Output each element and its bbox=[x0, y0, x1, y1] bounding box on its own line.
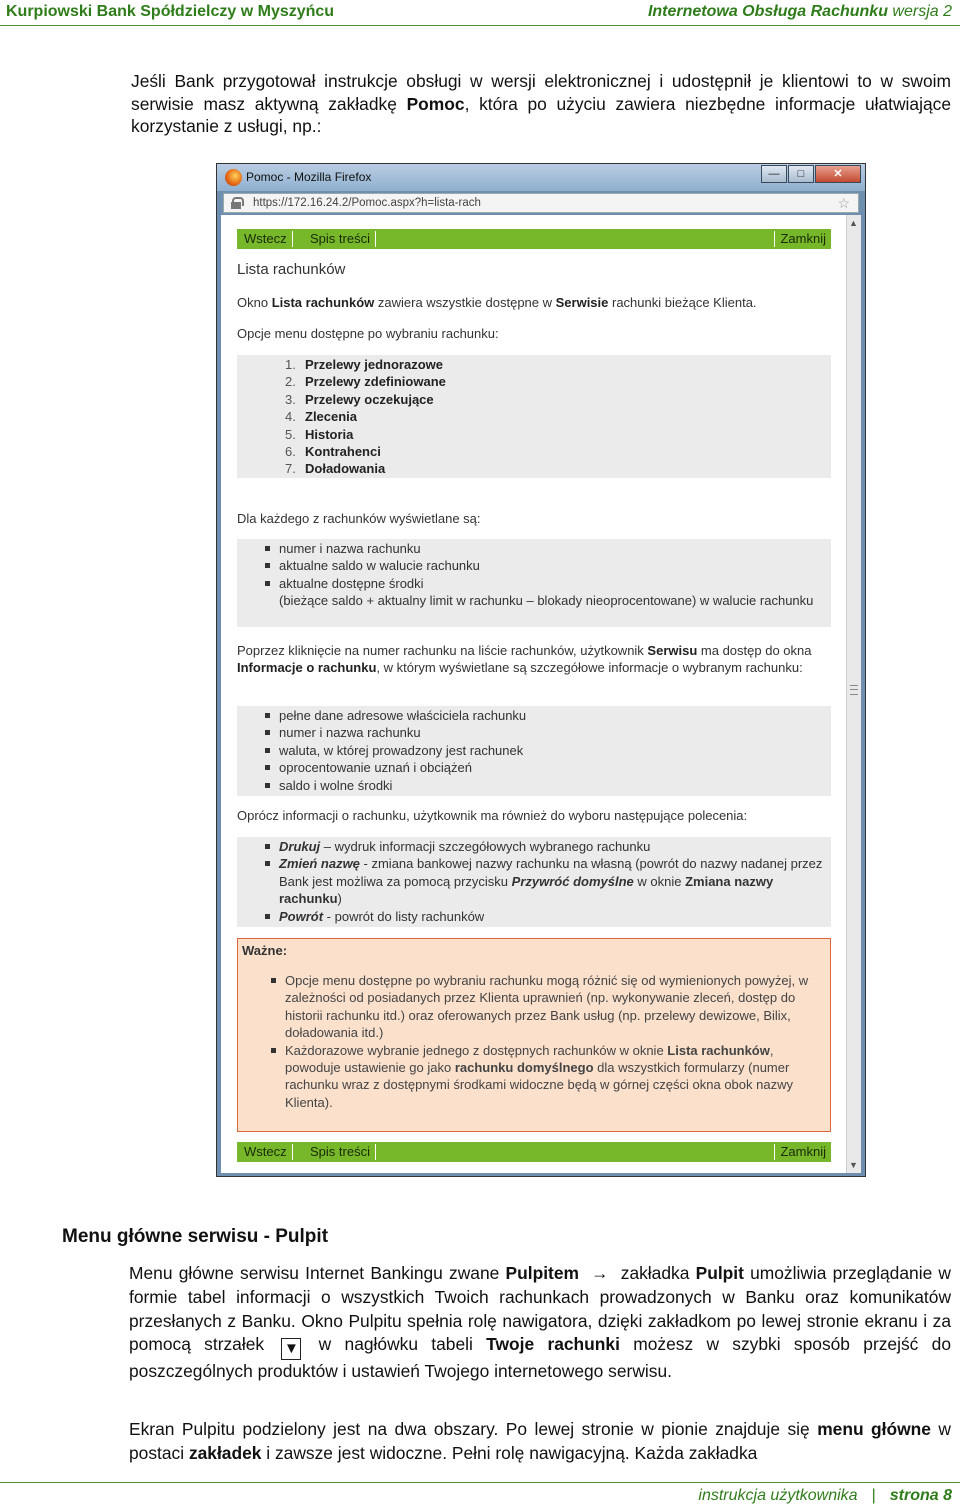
text: zawiera wszystkie dostępne w bbox=[374, 295, 556, 310]
item-number: 7. bbox=[285, 461, 296, 477]
list-item: waluta, w której prowadzony jest rachunek bbox=[265, 742, 825, 759]
list-item bbox=[285, 460, 446, 477]
list-item: aktualne dostępne środki bbox=[265, 575, 825, 592]
item-number: 6. bbox=[285, 444, 296, 460]
item-label: Historia bbox=[305, 426, 354, 442]
text-bold: Twoje rachunki bbox=[486, 1334, 620, 1355]
section-heading: Menu główne serwisu - Pulpit bbox=[62, 1226, 329, 1247]
list-item: oprocentowanie uznań i obciążeń bbox=[265, 759, 825, 776]
text: rachunki bieżące Klienta. bbox=[608, 295, 757, 310]
maximize-button[interactable]: □ bbox=[788, 165, 814, 183]
warning-heading: Ważne: bbox=[242, 943, 288, 958]
list-item bbox=[285, 443, 446, 460]
page-number: 8 bbox=[943, 1487, 952, 1504]
text: - zmiana bankowej nazwy rachunku na własną (powrót do nazwy nadanej przez Bank jest możliwa za pomocą przycisku bbox=[279, 856, 823, 889]
arrow-right-icon: → bbox=[591, 1263, 609, 1283]
list-item bbox=[285, 356, 446, 373]
item-label: Przelewy oczekujące bbox=[305, 391, 434, 407]
url-text[interactable]: https://172.16.24.2/Pomoc.aspx?h=lista-rach bbox=[253, 197, 481, 209]
footer-divider bbox=[0, 1482, 960, 1483]
item-number: 3. bbox=[285, 391, 296, 407]
displayed-list bbox=[265, 540, 825, 610]
text-bold: Lista rachunków bbox=[667, 1042, 770, 1058]
text-bold: rachunku domyślnego bbox=[454, 1060, 594, 1076]
close-help-button[interactable]: Zamknij bbox=[774, 231, 831, 247]
browser-window bbox=[216, 163, 866, 1177]
help-intro-text bbox=[237, 295, 757, 310]
warning-box bbox=[237, 938, 831, 1132]
list-item: numer i nazwa rachunku bbox=[265, 540, 825, 557]
list-item: numer i nazwa rachunku bbox=[265, 724, 825, 741]
minimize-button[interactable]: — bbox=[761, 165, 787, 183]
commands-intro: Oprócz informacji o rachunku, użytkownik ma również do wyboru następujące polecenia: bbox=[237, 808, 748, 823]
text: Menu główne serwisu Internet Bankingu zwane bbox=[129, 1263, 506, 1283]
text-bold: Pulpitem bbox=[505, 1263, 579, 1283]
list-item bbox=[285, 408, 446, 425]
footer-label: instrukcja użytkownika bbox=[698, 1487, 858, 1504]
back-button[interactable]: Wstecz bbox=[239, 231, 293, 247]
firefox-icon bbox=[225, 169, 242, 186]
pomoc-tab-name: Pomoc bbox=[406, 93, 465, 114]
text: - powrót do listy rachunków bbox=[323, 908, 485, 924]
list-item: saldo i wolne środki bbox=[265, 777, 825, 794]
footer-separator: | bbox=[871, 1487, 876, 1504]
text: – wydruk informacji szczegółowych wybranego rachunku bbox=[320, 839, 651, 854]
text-bold: zakładek bbox=[188, 1442, 262, 1463]
list-item: aktualne saldo w walucie rachunku bbox=[265, 557, 825, 574]
bookmark-star-icon[interactable]: ☆ bbox=[837, 195, 850, 211]
close-window-button[interactable]: ✕ bbox=[815, 165, 861, 183]
item-number: 1. bbox=[285, 357, 296, 372]
doc-version: wersja 2 bbox=[892, 3, 952, 20]
window-titlebar bbox=[217, 164, 865, 191]
text: Każdorazowe wybranie jednego z dostępnych rachunków w oknie bbox=[285, 1042, 668, 1058]
item-number: 5. bbox=[285, 426, 296, 442]
displayed-intro: Dla każdego z rachunków wyświetlane są: bbox=[237, 511, 481, 526]
page-word: strona bbox=[889, 1487, 939, 1504]
intro-text-1: Jeśli Bank przygotował instrukcje obsługi w wersji elektronicznej i udostępnił je klientowi to w swoim serwisie masz aktywną zakładkę bbox=[131, 71, 951, 114]
text-bold: Przywróć domyślne bbox=[511, 873, 634, 889]
text-bold: Lista rachunków bbox=[271, 295, 375, 310]
section-paragraph-2 bbox=[129, 1418, 951, 1466]
text: ma dostęp do okna bbox=[697, 643, 812, 658]
command-name: Zmień nazwę bbox=[279, 856, 360, 872]
item-label: Kontrahenci bbox=[305, 444, 381, 460]
list-item bbox=[285, 426, 446, 443]
text: i zawsze jest widoczne. Pełni rolę nawigacyjną. Każda zakładka bbox=[261, 1442, 758, 1463]
click-info-text bbox=[237, 642, 817, 677]
text-bold: menu główne bbox=[817, 1419, 931, 1439]
document-title bbox=[648, 3, 952, 21]
list-item: Opcje menu dostępne po wybraniu rachunku mogą różnić się od wymienionych powyżej, w zależności od posiadanych przez Klienta uprawnień (np. wykonywanie zleceń, dostęp do historii rachunku itd.) oraz oferowanych przez Bank usług (np. przelewy dewizowe, Bilix, doładowania itd.) bbox=[271, 972, 827, 1042]
list-item bbox=[285, 391, 446, 408]
text-bold: Informacje o rachunku bbox=[237, 660, 377, 676]
text-bold: Pulpit bbox=[695, 1263, 744, 1283]
page-footer bbox=[698, 1487, 952, 1505]
toc-button[interactable]: Spis treści bbox=[305, 231, 376, 247]
list-item bbox=[285, 373, 446, 390]
commands-list bbox=[265, 838, 825, 925]
text: zakładka bbox=[614, 1263, 696, 1283]
text: , powoduje ustawienie go jako bbox=[285, 1042, 774, 1076]
text: dla wszystkich formularzy (numer rachunku wraz z dostępnymi środkami widoczne będą w górnej części okna obok nazwy Klienta). bbox=[285, 1060, 793, 1110]
text: w oknie bbox=[633, 873, 686, 889]
text: Ekran Pulpitu podzielony jest na dwa obszary. Po lewej stronie w pionie znajduje się bbox=[129, 1419, 818, 1439]
item-label: Przelewy zdefiniowane bbox=[305, 374, 446, 390]
toc-button[interactable]: Spis treści bbox=[305, 1144, 376, 1160]
scroll-up-icon[interactable]: ▲ bbox=[849, 218, 858, 228]
list-item bbox=[265, 855, 825, 907]
command-name: Powrót bbox=[279, 908, 324, 924]
item-label: Zlecenia bbox=[305, 409, 358, 425]
help-nav-bottom bbox=[237, 1142, 831, 1162]
menu-intro: Opcje menu dostępne po wybraniu rachunku: bbox=[237, 326, 499, 341]
text: Poprzez kliknięcie na numer rachunku na liście rachunków, użytkownik bbox=[237, 643, 648, 658]
text: ) bbox=[337, 891, 342, 907]
text: , w którym wyświetlane są szczegółowe informacje o wybranym rachunku: bbox=[376, 660, 803, 676]
back-button[interactable]: Wstecz bbox=[239, 1144, 293, 1160]
list-item: pełne dane adresowe właściciela rachunku bbox=[265, 707, 825, 724]
list-item-continuation: (bieżące saldo + aktualny limit w rachunku – blokady nieoprocentowane) w walucie rachunku bbox=[279, 593, 814, 609]
text: możesz w szybki sposób przejść do poszczególnych produktów i ustawień Twojego internetowego serwisu. bbox=[129, 1334, 951, 1382]
info-list bbox=[265, 707, 825, 794]
scroll-down-icon[interactable]: ▼ bbox=[849, 1160, 858, 1170]
item-label: Przelewy jednorazowe bbox=[305, 357, 443, 372]
window-controls bbox=[760, 165, 861, 183]
list-item bbox=[265, 838, 825, 855]
address-bar[interactable] bbox=[223, 193, 859, 213]
text: Okno bbox=[237, 295, 272, 310]
warning-list bbox=[271, 972, 827, 1111]
dropdown-arrow-icon: ▼ bbox=[281, 1338, 301, 1360]
doc-title-text: Internetowa Obsługa Rachunku bbox=[647, 3, 888, 20]
text: w postaci bbox=[129, 1419, 951, 1463]
item-number: 2. bbox=[285, 374, 296, 390]
lock-icon bbox=[231, 197, 241, 209]
menu-options-list bbox=[285, 356, 446, 478]
item-number: 4. bbox=[285, 409, 296, 425]
item-label: Doładowania bbox=[305, 461, 386, 477]
text-bold: Serwisu bbox=[647, 643, 698, 658]
list-item bbox=[271, 1042, 827, 1112]
intro-text-2: , która po użyciu zawiera niezbędne informacje ułatwiające korzystanie z usługi, np.: bbox=[131, 93, 951, 136]
list-item bbox=[265, 908, 825, 925]
text: umożliwia przeglądanie w formie tabel informacji o wszystkich Twoich rachunkach prowadzonych w Banku oraz komunikatów przesłanych z Banku. Okno Pulpitu spełnia rolę nawigatora, dzięki zakładkom po lewej stronie ekranu i za pomocą strzałek bbox=[129, 1263, 951, 1355]
text-bold: Zmiana nazwy rachunku bbox=[279, 873, 774, 907]
help-nav-top bbox=[237, 229, 831, 249]
help-page bbox=[221, 215, 861, 1173]
scroll-grip-icon[interactable] bbox=[850, 685, 858, 695]
section-paragraph-1 bbox=[129, 1262, 951, 1384]
help-page-title: Lista rachunków bbox=[237, 261, 346, 278]
command-name: Drukuj bbox=[279, 839, 321, 854]
window-title: Pomoc - Mozilla Firefox bbox=[246, 170, 372, 184]
document-header bbox=[0, 0, 960, 26]
close-help-button[interactable]: Zamknij bbox=[774, 1144, 831, 1160]
text-bold: Serwisie bbox=[555, 295, 609, 310]
scrollbar[interactable] bbox=[846, 215, 861, 1173]
bank-name: Kurpiowski Bank Spółdzielczy w Myszyńcu bbox=[6, 3, 335, 20]
text: w nagłówku tabeli bbox=[305, 1334, 487, 1355]
intro-paragraph bbox=[131, 70, 951, 138]
